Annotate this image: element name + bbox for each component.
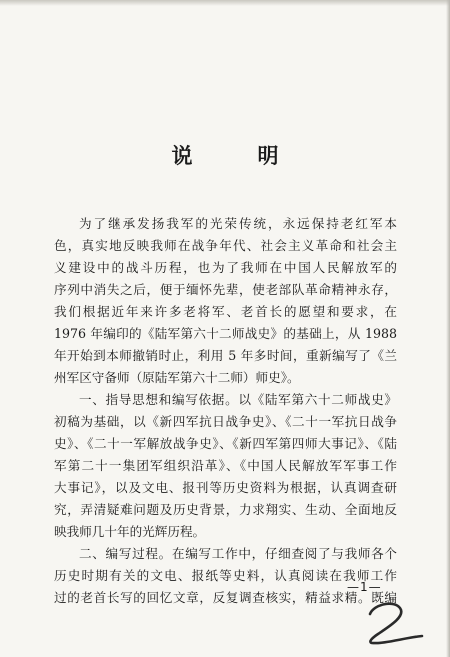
handwritten-mark-icon xyxy=(360,598,430,646)
text-line: 过的老首长写的回忆文章，反复调查核实，精益求精。既编 xyxy=(54,590,397,605)
text-line: 究，弄清疑难问题及历史背景，力求翔实、生动、全面地反 xyxy=(54,502,397,517)
text-line: 州军区守备师（原陆军第六十二师）师史》。 xyxy=(54,370,300,385)
page-title: 说 明 xyxy=(171,143,301,168)
text-line: 史》、《二十一军解放战争史》、《新四军第四师大事记》、《陆 xyxy=(54,436,397,451)
text-line: 二、编写过程。在编写工作中，仔细查阅了与我师各个 xyxy=(79,546,397,561)
text-line: 初稿为基础，以《新四军抗日战争史》、《二十一军抗日战争 xyxy=(54,414,397,429)
text-line: 色，真实地反映我师在战争年代、社会主义革命和社会主 xyxy=(54,238,397,253)
text-line: 年开始到本师撤销时止，利用 5 年多时间，重新编写了《兰 xyxy=(54,348,397,363)
text-line: 一、指导思想和编写依据。以《陆军第六十二师战史》 xyxy=(79,392,397,407)
scan-edge-right xyxy=(446,0,450,657)
text-line: 序列中消失之后，便于缅怀先辈，使老部队革命精神永存， xyxy=(54,282,397,297)
text-line: 历史时期有关的文电、报纸等史料，认真阅读在我师工作 xyxy=(54,568,397,583)
page-number: —1— xyxy=(347,580,382,594)
text-line: 映我师几十年的光辉历程。 xyxy=(54,524,206,539)
text-line: 我们根据近年来许多老将军、老首长的愿望和要求，在 xyxy=(54,304,397,319)
text-line: 义建设中的战斗历程，也为了我师在中国人民解放军的 xyxy=(54,260,397,275)
text-line: 为了继承发扬我军的光荣传统，永远保持老红军本 xyxy=(79,216,397,231)
text-line: 1976 年编印的《陆军第六十二师战史》的基础上，从 1988 xyxy=(54,326,397,341)
scan-edge-top xyxy=(0,0,450,6)
text-line: 军第二十一集团军组织沿革》、《中国人民解放军军事工作 xyxy=(54,458,397,473)
text-line: 大事记》，以及文电、报刊等历史资料为根据，认真调查研 xyxy=(54,480,397,495)
body-text xyxy=(54,213,397,609)
